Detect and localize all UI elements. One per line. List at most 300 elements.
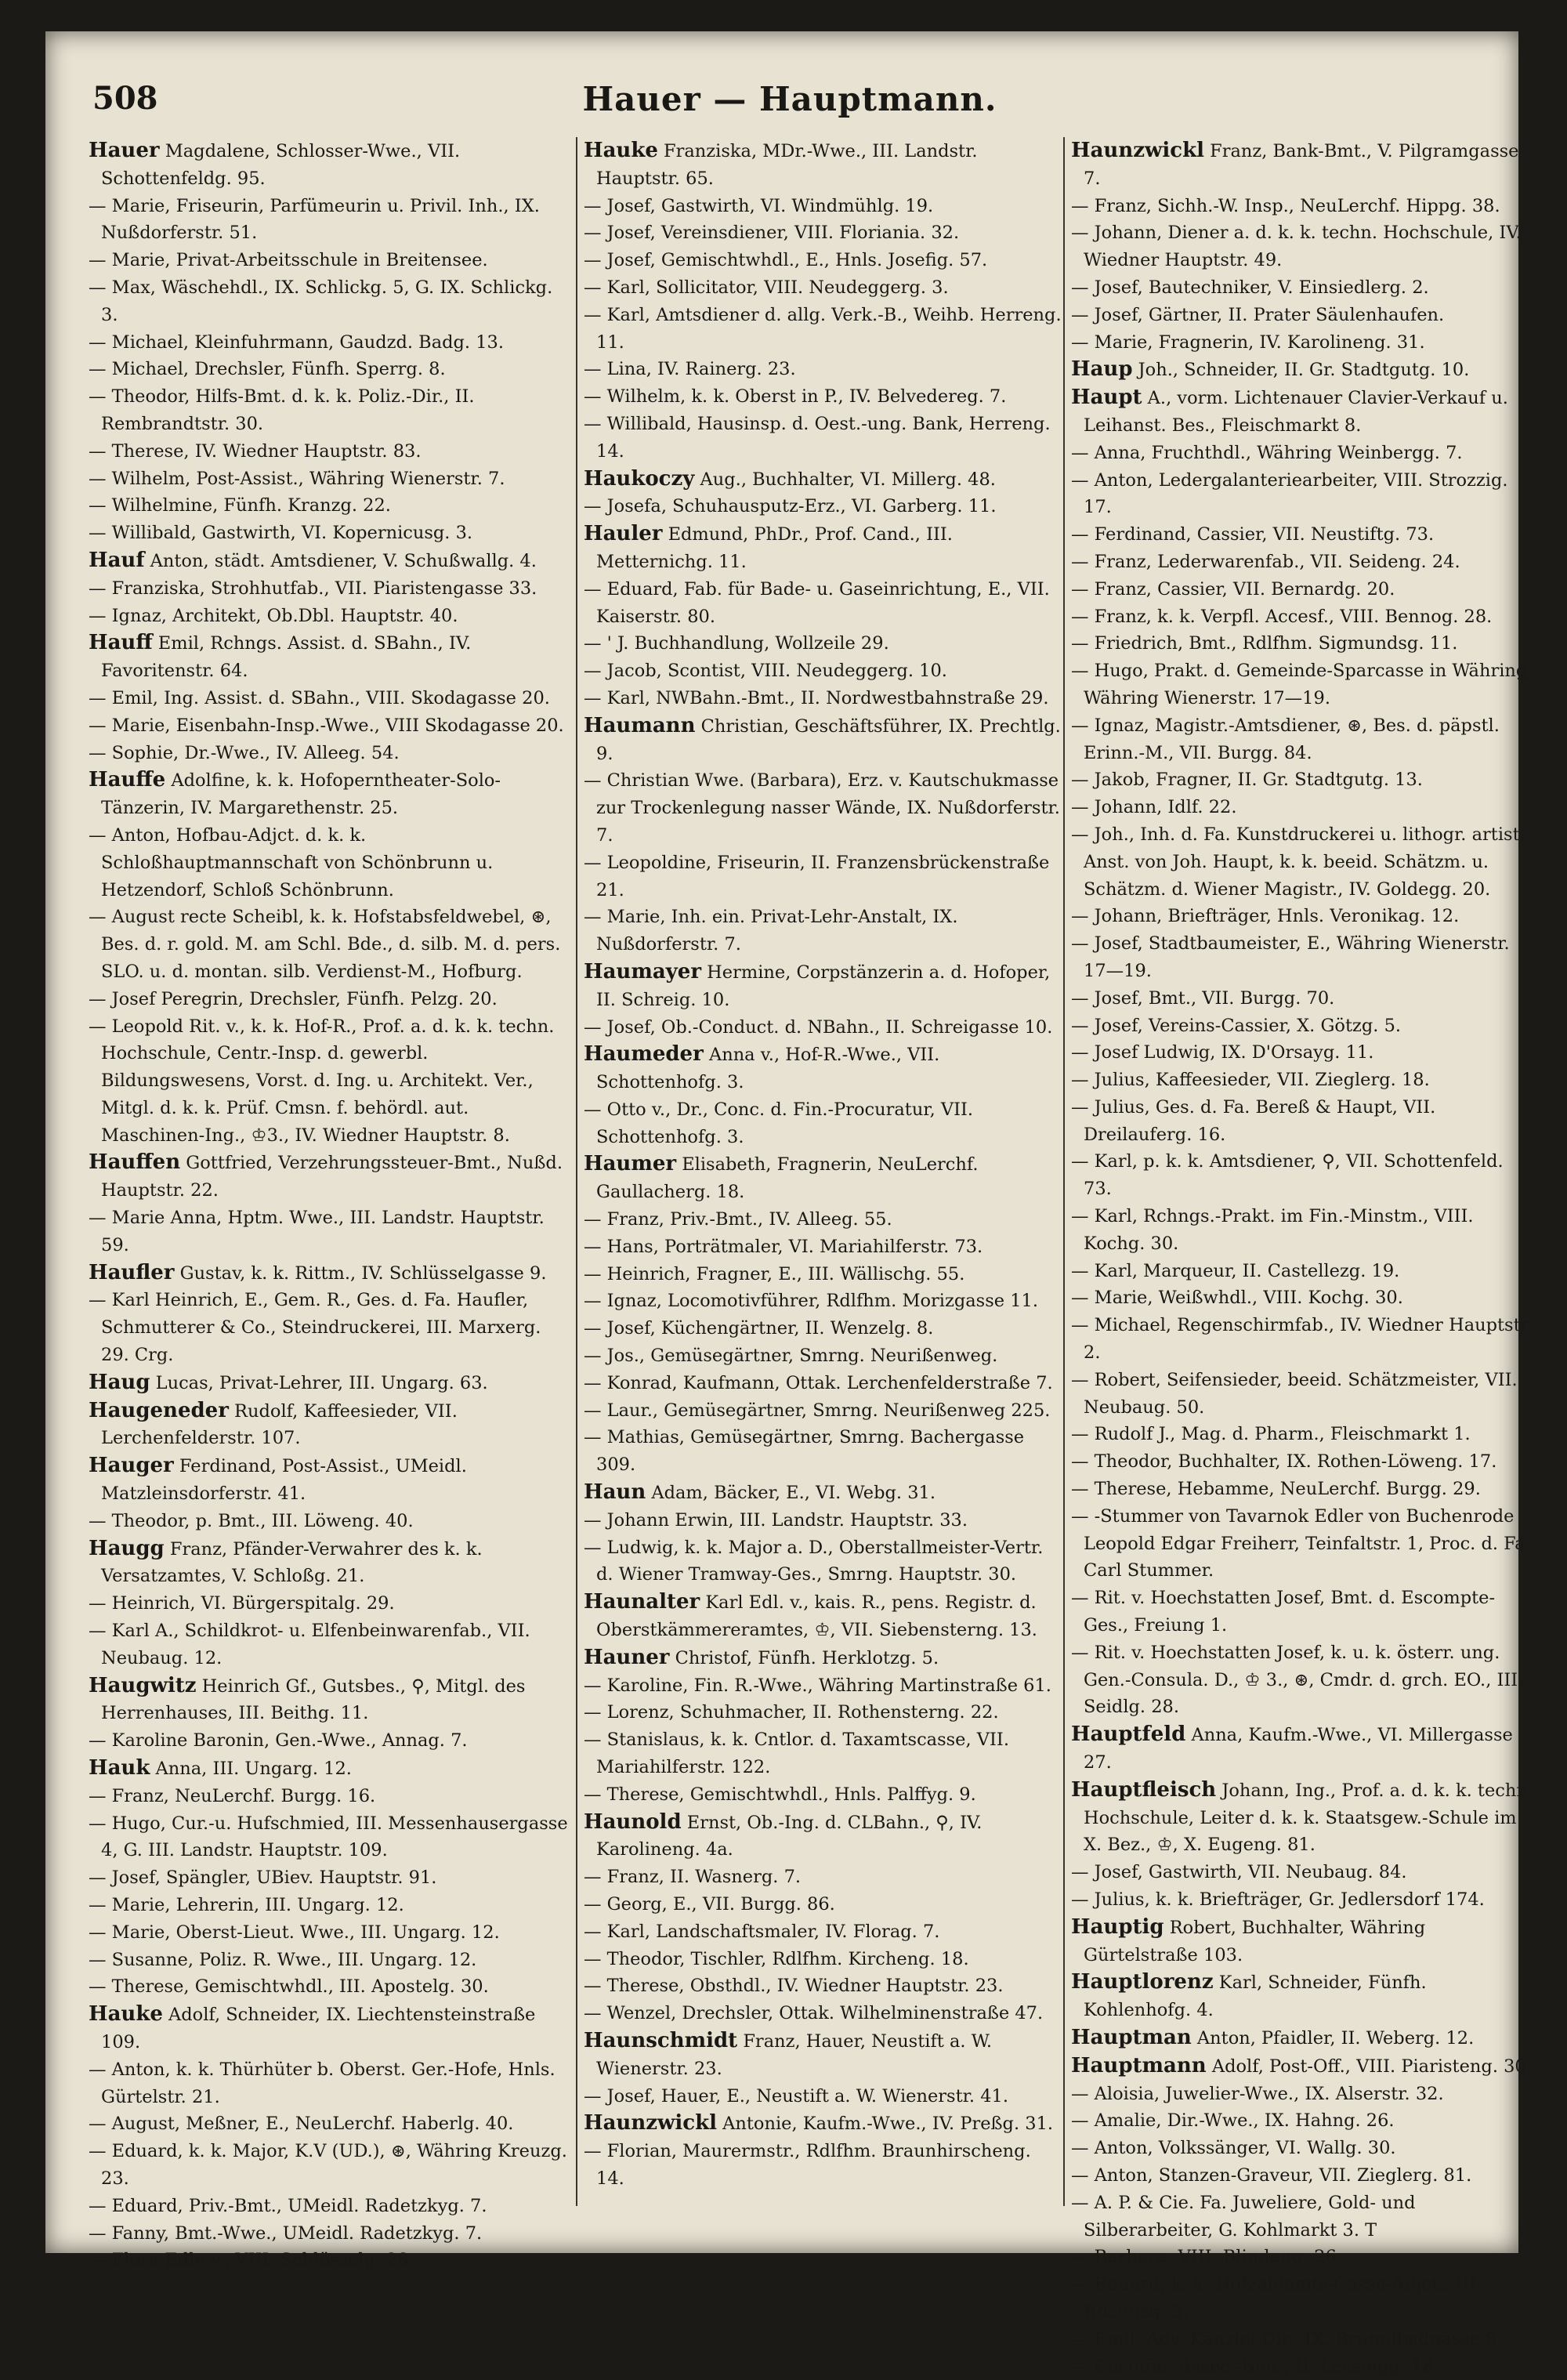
entry-text: Antonie, Kaufm.-Wwe., IV. Preßg. 31.: [716, 2114, 1054, 2135]
entry-text: Christof, Fünfh. Herklotzg. 5.: [669, 1647, 939, 1668]
directory-entry: [1071, 1639, 1535, 1721]
directory-entry: [584, 685, 1062, 712]
entry-text: — Theodor, Buchhalter, IX. Rothen-Löweng. 17.: [1071, 1451, 1497, 1473]
entry-text: Anton, städt. Amtsdiener, V. Schußwallg. 4.: [144, 550, 537, 571]
directory-entry: [1071, 549, 1535, 576]
directory-entry: [584, 849, 1062, 904]
directory-entry: [1071, 2107, 1535, 2135]
directory-entry: [584, 1781, 1062, 1809]
directory-entry: [584, 1672, 1062, 1700]
entry-text: Anna v., Hof-R.-Wwe., VII. Schottenhofg. 3.: [596, 1045, 940, 1093]
entry-text: — Karl, Marqueur, II. Castellezg. 19.: [1071, 1260, 1400, 1281]
entry-text: — Hugo, Cur.-u. Hufschmied, III. Messenhausergasse 4, G. III. Landstr. Hauptstr. 109.: [89, 1813, 568, 1861]
directory-entry: [584, 465, 1062, 494]
entry-text: — Otto v., Dr., Conc. d. Fin.-Procuratur, VII. Schottenhofg. 3.: [584, 1099, 974, 1147]
entry-text: — Karl, NWBahn.-Bmt., II. Nordwestbahnstraße 29.: [584, 687, 1049, 708]
entry-text: — Marie, Inh. ein. Privat-Lehr-Anstalt, IX. Nußdorferstr. 7.: [584, 907, 958, 955]
directory-entry: [1071, 576, 1535, 603]
directory-entry: [584, 1342, 1062, 1370]
entry-text: — Eduard, k. k. Major, K.V (UD.), ⊛, Währing Kreuzg. 23.: [89, 2141, 567, 2189]
directory-entry: [89, 1755, 574, 1783]
entry-surname: Hauf: [89, 548, 145, 572]
entry-columns: [89, 137, 1534, 2377]
directory-entry: [89, 603, 574, 630]
page-header: [92, 80, 1487, 135]
entry-surname: Haumayer: [584, 959, 702, 984]
entry-surname: Haup: [1071, 357, 1133, 382]
directory-entry: [1071, 1258, 1535, 1285]
entry-text: — Jacob, Scontist, VIII. Neudeggerg. 10.: [584, 661, 947, 682]
entry-text: — Josef Peregrin, Drechsler, Fünfh. Pelzg. 20.: [89, 988, 498, 1009]
page-number: 508: [92, 80, 158, 117]
running-title: Hauer — Hauptmann.: [582, 80, 997, 118]
directory-entry: [89, 1452, 574, 1508]
entry-surname: Hauke: [584, 139, 658, 162]
directory-entry: [584, 1014, 1062, 1041]
directory-entry: [584, 1096, 1062, 1151]
directory-entry: [1071, 193, 1535, 220]
directory-entry: [1071, 2353, 1535, 2380]
directory-entry: [89, 1864, 574, 1892]
entry-text: — Karl, Landschaftsmaler, IV. Florag. 7.: [584, 1921, 940, 1942]
directory-page: [45, 31, 1534, 2377]
entry-text: — Jakob, Fragner, II. Gr. Stadtgutg. 13.: [1071, 770, 1423, 791]
directory-entry: [584, 193, 1062, 220]
entry-surname: Hauff: [89, 631, 153, 655]
entry-text: Gustav, k. k. Rittm., IV. Schlüsselgasse 9.: [174, 1262, 547, 1284]
directory-entry: [584, 493, 1062, 520]
entry-text: — Wilhelm, Post-Assist., Währing Wienerstr. 7.: [89, 468, 505, 489]
entry-surname: Hauffe: [89, 768, 166, 792]
entry-text: Magdalene, Schlosser-Wwe., VII. Schottenfeldg. 95.: [101, 141, 461, 189]
entry-surname: Hauer: [89, 139, 160, 162]
entry-text: — Johann, Idlf. 22.: [1071, 797, 1237, 818]
entry-text: — Friedrich, Bmt., Rdlfhm. Sigmundsg. 11.: [1071, 633, 1458, 654]
directory-entry: [1071, 1312, 1535, 1367]
directory-entry: [1071, 930, 1535, 985]
entry-text: Joh., Schneider, II. Gr. Stadtgutg. 10.: [1132, 360, 1470, 381]
entry-text: — Sophie, Dr.-Wwe., IV. Alleeg. 54.: [89, 742, 400, 763]
directory-entry: [1071, 2135, 1535, 2162]
directory-entry: [89, 2193, 574, 2220]
entry-text: — Franz, k. k. Verpfl. Accesf., VIII. Bennog. 28.: [1071, 606, 1493, 627]
directory-entry: [1071, 712, 1535, 767]
directory-entry: [584, 1588, 1062, 1644]
entry-text: — Anton, Hofbau-Adjct. d. k. k. Schloßhauptmannschaft von Schönbrunn u. Hetzendorf, Schloß Schönbrunn.: [89, 824, 494, 900]
entry-text: Franz, Pfänder-Verwahrer des k. k. Versatzamtes, V. Schloßg. 21.: [101, 1538, 483, 1587]
directory-entry: [89, 438, 574, 465]
entry-text: Robert, Buchhalter, Währing Gürtelstraße 103.: [1084, 1917, 1426, 1965]
directory-entry: [89, 1947, 574, 1974]
entry-text: — Heinrich, VI. Bürgerspitalg. 29.: [89, 1593, 395, 1614]
directory-entry: [584, 958, 1062, 1014]
entry-surname: Hauger: [89, 1454, 174, 1478]
entry-text: Franziska, MDr.-Wwe., III. Landstr. Hauptstr. 65.: [596, 141, 978, 189]
directory-entry: [584, 1206, 1062, 1233]
entry-text: Rudolf, Kaffeesieder, VII. Lerchenfelderstr. 107.: [101, 1400, 458, 1449]
entry-text: — Rudolf J., Mag. d. Pharm., Fleischmarkt 1.: [1071, 1424, 1471, 1445]
directory-entry: [89, 986, 574, 1013]
directory-entry: [584, 411, 1062, 465]
directory-entry: [1071, 2162, 1535, 2190]
directory-entry: [89, 1535, 574, 1591]
entry-surname: Hauptlorenz: [1071, 1970, 1214, 1994]
column-middle: [576, 137, 1062, 2206]
directory-entry: [89, 1149, 574, 1204]
entry-text: — Eduard, Priv.-Bmt., UMeidl. Radetzkyg. 7.: [89, 2195, 487, 2216]
directory-entry: [1071, 794, 1535, 821]
entry-text: — Rit. v. Hoechstatten Josef, Bmt. d. Escompte-Ges., Freiung 1.: [1071, 1588, 1496, 1636]
directory-entry: [89, 2056, 574, 2111]
directory-entry: [584, 1864, 1062, 1891]
entry-text: — Wilhelmine, Fünfh. Kranzg. 22.: [89, 495, 391, 516]
directory-entry: [584, 1397, 1062, 1425]
entry-surname: Haupt: [1071, 386, 1142, 410]
directory-entry: [1071, 467, 1535, 522]
directory-entry: [89, 575, 574, 603]
directory-entry: [1071, 1859, 1535, 1886]
entry-text: — Julius, Ges. d. Fa. Bereß & Haupt, VII. Dreilauferg. 16.: [1071, 1096, 1436, 1145]
directory-entry: [584, 1644, 1062, 1672]
entry-text: — Florian, Maurermstr., Rdlfhm. Braunhirscheng. 14.: [584, 2141, 1031, 2189]
entry-surname: Haugeneder: [89, 1398, 229, 1422]
directory-entry: [1071, 1969, 1535, 2024]
entry-text: — Johann, Diener a. d. k. k. techn. Hochschule, IV. Wiedner Hauptstr. 49.: [1071, 223, 1522, 271]
entry-text: — Josef Ludwig, IX. D'Orsayg. 11.: [1071, 1042, 1374, 1063]
entry-text: — Therese, Hebamme, NeuLerchf. Burgg. 29.: [1071, 1479, 1481, 1500]
entry-text: — Barbara, VIII. Blindeng. 26.: [1071, 2247, 1342, 2268]
entry-text: — Anna, Fruchthdl., Währing Weinbergg. 7.: [1071, 442, 1463, 463]
directory-entry: [584, 1233, 1062, 1261]
entry-text: — Franz, Cassier, VII. Bernardg. 20.: [1071, 578, 1395, 600]
entry-text: — Emil, Adv.-Kanzlei-Dir., IX. Brünnlbadgasse 8.: [1071, 2328, 1503, 2349]
entry-text: — Josef, Spängler, UBiev. Hauptstr. 91.: [89, 1867, 437, 1889]
entry-text: — Theodor, Hilfs-Bmt. d. k. k. Poliz.-Dir., II. Rembrandtstr. 30.: [89, 386, 475, 434]
entry-text: — Josef, Ob.-Conduct. d. NBahn., II. Schreigasse 10.: [584, 1016, 1053, 1038]
directory-entry: [89, 492, 574, 520]
entry-surname: Haufler: [89, 1260, 175, 1284]
entry-surname: Hauptig: [1071, 1915, 1164, 1939]
entry-surname: Haukoczy: [584, 466, 695, 491]
directory-entry: [89, 520, 574, 547]
directory-entry: [89, 685, 574, 712]
entry-text: — Julius, k. k. Briefträger, Gr. Jedlersdorf 174.: [1071, 1889, 1485, 1910]
entry-text: Anna, III. Ungarg. 12.: [150, 1759, 352, 1780]
directory-entry: [584, 1315, 1062, 1342]
entry-surname: Haunschmidt: [584, 2028, 738, 2052]
directory-entry: [584, 1370, 1062, 1397]
directory-entry: [89, 904, 574, 985]
directory-entry: [1071, 1585, 1535, 1639]
entry-text: — Hugo, Prakt. d. Gemeinde-Sparcasse in Währing, Währing Wienerstr. 17—19.: [1071, 661, 1533, 708]
entry-text: — Franz, NeuLerchf. Burgg. 16.: [89, 1785, 376, 1806]
directory-entry: [89, 1204, 574, 1259]
entry-text: — Aloisia, Juwelier-Wwe., IX. Alserstr. 32.: [1071, 2083, 1444, 2104]
directory-entry: [1071, 2244, 1535, 2271]
entry-text: Adolf, Schneider, IX. Liechtensteinstraße 109.: [101, 2005, 536, 2052]
directory-entry: [89, 247, 574, 274]
entry-text: — Therese, Obsthdl., IV. Wiedner Hauptstr. 23.: [584, 1976, 1004, 1997]
directory-entry: [584, 1534, 1062, 1589]
directory-entry: [89, 2220, 574, 2248]
entry-text: — Heinrich, Fragner, E., III. Wällischg. 55.: [584, 1263, 965, 1284]
entry-text: — Josef, Gastwirth, VI. Windmühlg. 19.: [584, 195, 934, 216]
entry-text: — Flora Edle v., VIII. Schlösselg. 28.: [89, 2250, 414, 2271]
directory-entry: [584, 1946, 1062, 1973]
entry-text: — Cocoffio, Assec.-Bmt., II. Lessingg. 18.: [1071, 2356, 1439, 2377]
entry-text: Edmund, PhDr., Prof. Cand., III. Metternichg. 11.: [596, 524, 953, 572]
directory-entry: [1071, 1094, 1535, 1149]
entry-text: Hermine, Corpstänzerin a. d. Hofoper, II. Schreig. 10.: [596, 962, 1051, 1010]
directory-entry: [1071, 985, 1535, 1012]
entry-text: — Max, Wäschehdl., IX. Schlickg. 5, G. IX. Schlickg. 3.: [89, 277, 553, 325]
directory-entry: [584, 274, 1062, 302]
directory-entry: [584, 1041, 1062, 1096]
directory-entry: [1071, 521, 1535, 549]
directory-entry: [1071, 1886, 1535, 1914]
entry-surname: Haumann: [584, 713, 696, 737]
entry-surname: Haug: [89, 1370, 150, 1394]
entry-text: — Johann, Briefträger, Hnls. Veronikag. 12.: [1071, 906, 1460, 927]
directory-entry: [1071, 821, 1535, 903]
entry-text: — Karl Heinrich, E., Gem. R., Ges. d. Fa. Haufler, Schmutterer & Co., Steindruckerei, III. Marxerg. 29. Crg.: [89, 1290, 541, 1366]
entry-text: Emil, Rchngs. Assist. d. SBahn., IV. Favoritenstr. 64.: [101, 633, 472, 682]
directory-entry: [584, 1507, 1062, 1534]
entry-text: Ernst, Ob.-Ing. d. CLBahn., ⚲, IV. Karolineng. 4a.: [596, 1812, 983, 1860]
entry-surname: Haun: [584, 1480, 646, 1505]
entry-text: — Karoline, Fin. R.-Wwe., Währing Martinstraße 61.: [584, 1675, 1051, 1696]
entry-text: — Marie, Weißwhdl., VIII. Kochg. 30.: [1071, 1288, 1403, 1309]
entry-text: — ' J. Buchhandlung, Wollzeile 29.: [584, 633, 889, 654]
directory-entry: [1071, 302, 1535, 329]
entry-text: Adolfine, k. k. Hofoperntheater-Solo-Tänzerin, IV. Margarethenstr. 25.: [101, 770, 501, 819]
entry-surname: Hauk: [89, 1756, 150, 1780]
entry-text: — Mathias, Gemüsegärtner, Smrng. Bachergasse 309.: [584, 1427, 1025, 1476]
directory-entry: [584, 1150, 1062, 1206]
entry-text: — Karl, p. k. k. Amtsdiener, ⚲, VII. Schottenfeld. 73.: [1071, 1151, 1504, 1200]
entry-text: — Anton, Stanzen-Graveur, VII. Zieglerg. 81.: [1071, 2164, 1472, 2186]
directory-entry: [584, 1809, 1062, 1864]
entry-surname: Haunzwickl: [584, 2111, 717, 2135]
directory-entry: [89, 2110, 574, 2138]
column-right: [1063, 137, 1535, 2377]
entry-text: — Josef, Vereinsdiener, VIII. Floriania. 32.: [584, 223, 960, 244]
directory-entry: [1071, 766, 1535, 794]
entry-text: — Georg, E., VII. Burgg. 86.: [584, 1894, 835, 1915]
entry-surname: Haunalter: [584, 1590, 700, 1614]
directory-entry: [1071, 657, 1535, 712]
directory-entry: [1071, 2081, 1535, 2108]
directory-entry: [584, 904, 1062, 958]
entry-text: — Karoline Baronin, Gen.-Wwe., Annag. 7.: [89, 1730, 468, 1751]
directory-entry: [1071, 1476, 1535, 1503]
entry-text: — Josef, Stadtbaumeister, E., Währing Wienerstr. 17—19.: [1071, 933, 1510, 981]
directory-entry: [584, 1891, 1062, 1918]
entry-text: — Anton, k. k. Thürhüter b. Oberst. Ger.-Hofe, Hnls. Gürtelstr. 21.: [89, 2059, 556, 2107]
entry-text: — August recte Scheibl, k. k. Hofstabsfeldwebel, ⊛, Bes. d. r. gold. M. am Schl. Bde., d. silb. M. d. pers. SLO. u. d. montan. silb. Verdienst-M., Hofburg.: [89, 907, 561, 982]
directory-entry: [1071, 1284, 1535, 1312]
directory-entry: [89, 193, 574, 248]
directory-entry: [89, 629, 574, 685]
directory-entry: [584, 1918, 1062, 1946]
directory-entry: [584, 1972, 1062, 2000]
entry-text: Christian, Geschäftsführer, IX. Prechtlg. 9.: [596, 715, 1061, 764]
directory-entry: [1071, 219, 1535, 274]
directory-entry: [584, 302, 1062, 357]
directory-entry: [1071, 1777, 1535, 1859]
directory-entry: [89, 1397, 574, 1453]
directory-entry: [584, 2110, 1062, 2138]
entry-text: Heinrich Gf., Gutsbes., ⚲, Mitgl. des Herrenhauses, III. Beithg. 11.: [101, 1675, 526, 1724]
entry-text: — Ludwig, k. k. Major a. D., Oberstallmeister-Vertr. d. Wiener Tramway-Ges., Smrng. Hauptstr. 30.: [584, 1537, 1044, 1585]
entry-text: — Theodor, Tischler, Rdlfhm. Kircheng. 18.: [584, 1948, 969, 1969]
directory-entry: [1071, 630, 1535, 657]
entry-text: Adolf, Post-Off., VIII. Piaristeng. 30.: [1206, 2056, 1532, 2077]
entry-text: — Wilhelm, k. k. Oberst in P., IV. Belvedereg. 7.: [584, 386, 1007, 408]
directory-entry: [89, 356, 574, 383]
entry-text: — Josefa, Schuhausputz-Erz., VI. Garberg. 11.: [584, 496, 997, 517]
directory-entry: [584, 520, 1062, 576]
entry-text: — Johann Erwin, III. Landstr. Hauptstr. 33.: [584, 1509, 968, 1531]
directory-entry: [584, 247, 1062, 274]
entry-text: — Anton, Volkssänger, VI. Wallg. 30.: [1071, 2138, 1396, 2159]
entry-text: — Karl, Rchngs.-Prakt. im Fin.-Minstm., VIII. Kochg. 30.: [1071, 1206, 1474, 1254]
entry-text: Ferdinand, Post-Assist., UMeidl. Matzleinsdorferstr. 41.: [101, 1456, 467, 1505]
entry-text: Gottfried, Verzehrungssteuer-Bmt., Nußd. Hauptstr. 22.: [101, 1153, 563, 1201]
directory-entry: [584, 137, 1062, 193]
directory-entry: [584, 1699, 1062, 1726]
directory-entry: [89, 1892, 574, 1919]
entry-text: — Therese, Gemischtwhdl., Hnls. Palffyg. 9.: [584, 1784, 976, 1805]
entry-text: — Jos., Gemüsegärtner, Smrng. Neurißenweg.: [584, 1346, 998, 1367]
entry-text: — Josef, Vereins-Cassier, X. Götzg. 5.: [1071, 1015, 1402, 1036]
entry-text: — Marie, Friseurin, Parfümeurin u. Privil. Inh., IX. Nußdorferstr. 51.: [89, 195, 540, 244]
directory-entry: [89, 1259, 574, 1288]
entry-text: — Josef, Gemischtwhdl., E., Hnls. Josefig. 57.: [584, 250, 988, 271]
entry-text: — Eduard, Fab. für Bade- u. Gaseinrichtung, E., VII. Kaiserstr. 80.: [584, 578, 1050, 627]
entry-text: — Ferdinand, Cassier, VII. Neustiftg. 73.: [1071, 524, 1435, 545]
entry-text: Anton, Pfaidler, II. Weberg. 12.: [1191, 2027, 1475, 2049]
directory-entry: [89, 1369, 574, 1397]
entry-text: Adam, Bäcker, E., VI. Webg. 31.: [646, 1483, 935, 1504]
directory-entry: [1071, 2190, 1535, 2244]
directory-entry: [89, 740, 574, 767]
entry-text: — Willibald, Hausinsp. d. Oest.-ung. Bank, Herreng. 14.: [584, 413, 1051, 462]
entry-text: — Anton, Ledergalanteriearbeiter, VIII. Strozzig. 17.: [1071, 469, 1508, 518]
entry-text: — Leopoldine, Friseurin, II. Franzensbrückenstraße 21.: [584, 852, 1050, 900]
directory-entry: [89, 137, 574, 193]
entry-surname: Hauptmann: [1071, 2053, 1207, 2078]
directory-entry: [89, 2001, 574, 2056]
entry-text: — Lina, IV. Rainerg. 23.: [584, 359, 796, 380]
directory-entry: [1071, 1448, 1535, 1476]
entry-text: Franz, Bank-Bmt., V. Pilgramgasse 7.: [1084, 141, 1519, 189]
entry-text: — Josef, Gärtner, II. Prater Säulenhaufen.: [1071, 304, 1445, 325]
entry-text: — Lorenz, Schuhmacher, II. Rothensterng. 22.: [584, 1702, 999, 1723]
entry-text: — Theodor, p. Bmt., III. Löweng. 40.: [89, 1510, 414, 1531]
directory-entry: [1071, 1012, 1535, 1040]
directory-entry: [89, 712, 574, 740]
directory-entry: [584, 712, 1062, 768]
entry-text: Lucas, Privat-Lehrer, III. Ungarg. 63.: [150, 1372, 488, 1393]
directory-entry: [89, 1727, 574, 1755]
directory-entry: [584, 2138, 1062, 2193]
entry-surname: Hauptfleisch: [1071, 1777, 1217, 1802]
directory-entry: [1071, 137, 1535, 193]
directory-entry: [89, 274, 574, 329]
entry-text: — Marie, Oberst-Lieut. Wwe., III. Ungarg. 12.: [89, 1922, 500, 1943]
directory-entry: [89, 1617, 574, 1672]
directory-entry: [1071, 1503, 1535, 1585]
entry-surname: Hauptman: [1071, 2025, 1192, 2049]
entry-text: — Michael, Kleinfuhrmann, Gaudzd. Badg. 13.: [89, 331, 505, 353]
directory-entry: [1071, 2326, 1535, 2353]
entry-text: Anna, Kaufm.-Wwe., VI. Millergasse 27.: [1084, 1725, 1513, 1773]
directory-entry: [89, 2247, 574, 2274]
directory-entry: [1071, 1721, 1535, 1777]
entry-text: Karl Edl. v., kais. R., pens. Registr. d. Oberstkämmereramtes, ♔, VII. Siebensterng. 13.: [596, 1592, 1037, 1641]
column-left: [89, 137, 574, 2271]
directory-entry: [89, 1013, 574, 1150]
directory-entry: [1071, 329, 1535, 357]
entry-surname: Hauptfeld: [1071, 1723, 1186, 1747]
entry-text: — Michael, Regenschirmfab., IV. Wiedner Hauptstr. 2.: [1071, 1315, 1533, 1364]
entry-text: — Marie, Privat-Arbeitsschule in Breitensee.: [89, 250, 488, 271]
entry-text: — Julius, Kaffeesieder, VII. Zieglerg. 18.: [1071, 1070, 1430, 1091]
entry-text: — Josef, Hauer, E., Neustift a. W. Wienerstr. 41.: [584, 2085, 1008, 2106]
entry-text: — -Stummer von Tavarnok Edler von Buchenrode Leopold Edgar Freiherr, Teinfaltstr. 1, Proc. d. Fa. Carl Stummer.: [1071, 1505, 1531, 1581]
directory-entry: [1071, 1367, 1535, 1422]
entry-text: — A. P. & Cie. Fa. Juweliere, Gold- und Silberarbeiter, G. Kohlmarkt 3. T: [1071, 2192, 1416, 2241]
entry-surname: Hauke: [89, 2002, 163, 2027]
entry-surname: Haumer: [584, 1152, 677, 1176]
entry-text: Franz, Hauer, Neustift a. W. Wienerstr. 23.: [596, 2030, 993, 2079]
directory-entry: [89, 383, 574, 438]
entry-text: — Joh., Inh. d. Fa. Kunstdruckerei u. lithogr. artist. Anst. von Joh. Haupt, k. k. beeid. Schätzm. u. Schätzm. d. Wiener Magistr., IV. Goldegg. 20.: [1071, 824, 1525, 900]
directory-entry: [89, 465, 574, 493]
entry-text: — Amalie, Dir.-Wwe., IX. Hahng. 26.: [1071, 2110, 1395, 2132]
entry-text: — Konrad, Kaufmann, Ottak. Lerchenfelderstraße 7.: [584, 1372, 1053, 1393]
directory-entry: [89, 547, 574, 575]
entry-surname: Haumeder: [584, 1042, 704, 1067]
directory-entry: [1071, 2024, 1535, 2052]
entry-text: — Marie, Lehrerin, III. Ungarg. 12.: [89, 1895, 404, 1915]
entry-text: — Christian Wwe. (Barbara), Erz. v. Kautschukmasse zur Trockenlegung nasser Wände, IX. Nußdorferstr. 7.: [584, 770, 1060, 846]
directory-entry: [584, 767, 1062, 849]
directory-entry: [1071, 1039, 1535, 1067]
entry-surname: Hauner: [584, 1645, 670, 1669]
entry-text: — Marie Anna, Hptm. Wwe., III. Landstr. Hauptstr. 59.: [89, 1208, 545, 1255]
directory-entry: [1071, 1067, 1535, 1094]
directory-entry: [584, 1424, 1062, 1479]
entry-text: — Fanny, Bmt.-Wwe., UMeidl. Radetzkyg. 7.: [89, 2222, 483, 2244]
entry-text: — August, Meßner, E., NeuLerchf. Haberlg. 40.: [89, 2114, 514, 2135]
entry-text: — Franz, Lederwarenfab., VII. Seideng. 24.: [1071, 551, 1460, 572]
directory-entry: [1071, 1203, 1535, 1258]
entry-text: — Josef, Bmt., VII. Burgg. 70.: [1071, 987, 1335, 1009]
entry-text: — Josef, Küchengärtner, II. Wenzelg. 8.: [584, 1318, 934, 1339]
entry-text: — Emil, Ing. Assist. d. SBahn., VIII. Skodagasse 20.: [89, 687, 550, 708]
entry-text: — Josef, Gastwirth, VII. Neubaug. 84.: [1071, 1862, 1407, 1883]
entry-text: — Robert, Seifensieder, beeid. Schätzmeister, VII. Neubaug. 50.: [1071, 1369, 1518, 1418]
directory-entry: [584, 657, 1062, 685]
directory-entry: [584, 383, 1062, 411]
entry-text: — Josef, Bautechniker, V. Einsiedlerg. 2.: [1071, 277, 1429, 298]
entry-surname: Hauler: [584, 522, 663, 546]
entry-text: — Franz, Sichh.-W. Insp., NeuLerchf. Hippg. 38.: [1071, 195, 1500, 216]
directory-entry: [1071, 356, 1535, 384]
entry-surname: Haunold: [584, 1809, 682, 1834]
